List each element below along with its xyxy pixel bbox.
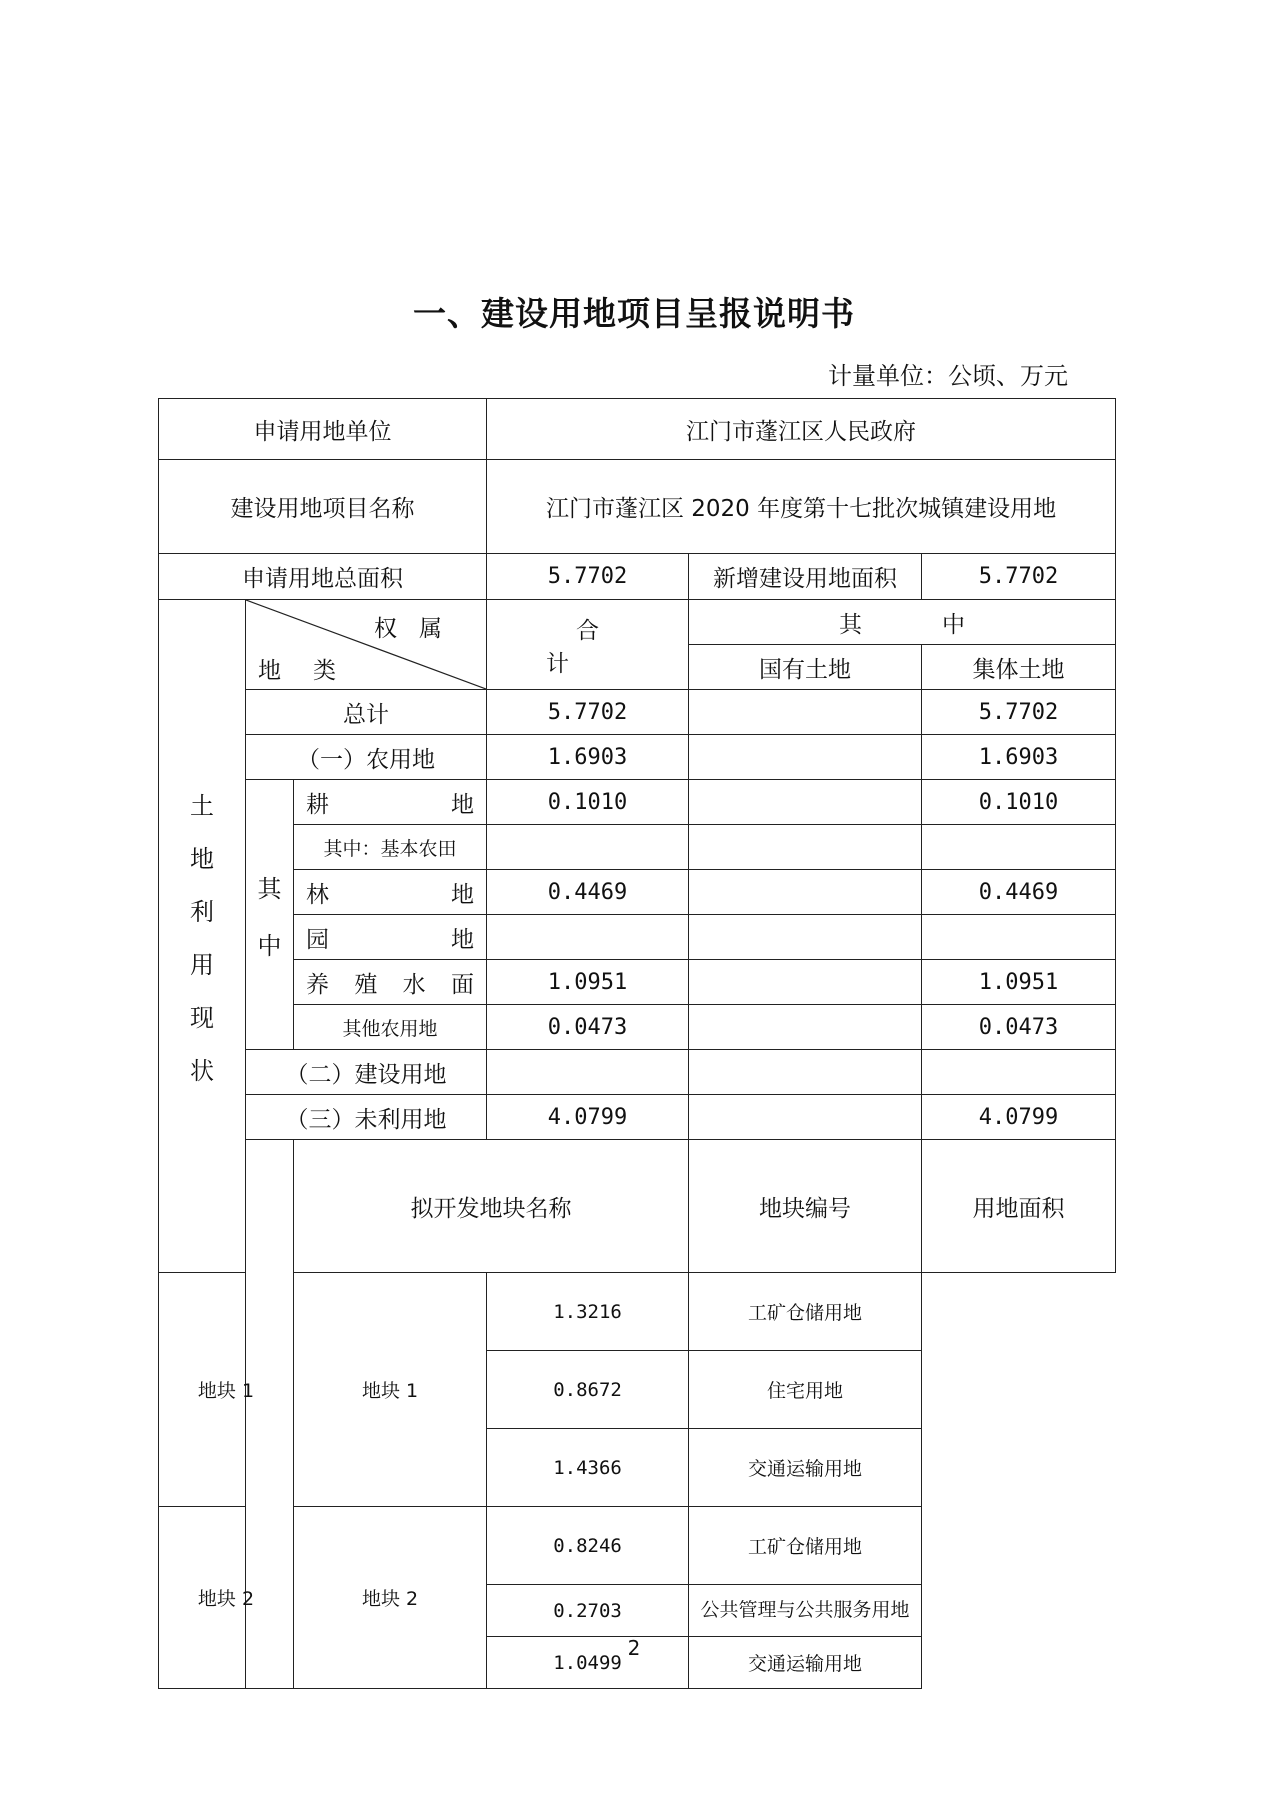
state-land-header: 国有土地	[689, 645, 922, 690]
plot-name-header: 拟开发地块名称	[294, 1140, 689, 1273]
row-arable	[159, 780, 1116, 825]
landuse-side-char: 用	[190, 951, 214, 979]
label: 耕 地	[294, 780, 487, 825]
total-col-header: 合计	[487, 600, 689, 690]
row-basic-farmland	[159, 825, 1116, 870]
plot-1-part-1	[159, 1273, 1116, 1351]
plot-1-code: 地块 1	[294, 1273, 487, 1507]
page-number: 2	[627, 1636, 641, 1660]
category-label: 地类	[258, 658, 368, 684]
plot-area-header: 用地面积	[922, 1140, 1116, 1273]
plot-area: 1.3216	[487, 1273, 689, 1351]
value-collective: 5.7702	[922, 690, 1116, 735]
value-total: 5.7702	[487, 690, 689, 735]
value-collective: 0.1010	[922, 780, 1116, 825]
aquaculture-label-char: 水	[402, 971, 426, 998]
value-total	[487, 915, 689, 960]
label: （二）建设用地	[246, 1050, 487, 1095]
value-collective	[922, 1050, 1116, 1095]
value-state	[689, 825, 922, 870]
plot-use: 工矿仓储用地	[689, 1273, 922, 1351]
value-state	[689, 1005, 922, 1050]
aquaculture-label-char: 面	[450, 971, 474, 998]
value-total: 4.0799	[487, 1095, 689, 1140]
label: 其他农用地	[294, 1005, 487, 1050]
value-state	[689, 1095, 922, 1140]
landuse-side-char: 状	[190, 1057, 214, 1085]
value-collective: 0.4469	[922, 870, 1116, 915]
value-state	[689, 735, 922, 780]
value-total	[487, 1050, 689, 1095]
applicant-label: 申请用地单位	[159, 399, 487, 460]
value-collective: 4.0799	[922, 1095, 1116, 1140]
landuse-side-char: 地	[190, 845, 214, 873]
row-aquaculture	[159, 960, 1116, 1005]
value-total: 0.1010	[487, 780, 689, 825]
document-title: 一、建设用地项目呈报说明书	[413, 294, 855, 333]
area-row	[159, 554, 1116, 600]
value-collective	[922, 825, 1116, 870]
landuse-side-char: 现	[190, 1004, 214, 1032]
plot-area: 0.8672	[487, 1351, 689, 1429]
row-unused	[159, 1095, 1116, 1140]
plot-code-header: 地块编号	[689, 1140, 922, 1273]
ownership-label: 权属	[374, 616, 465, 642]
plot-use: 交通运输用地	[689, 1637, 922, 1689]
row-forest	[159, 870, 1116, 915]
applicant-row	[159, 399, 1116, 460]
project-table	[158, 398, 1116, 1689]
value-total: 0.4469	[487, 870, 689, 915]
plot-area: 0.8246	[487, 1507, 689, 1585]
value-total: 0.0473	[487, 1005, 689, 1050]
project-row	[159, 460, 1116, 554]
plot-use: 住宅用地	[689, 1351, 922, 1429]
new-area-label: 新增建设用地面积	[689, 554, 922, 600]
qizhong-label	[246, 780, 294, 1050]
total-area-label: 申请用地总面积	[159, 554, 487, 600]
among-col-header: 其中	[689, 600, 1116, 645]
landuse-side-char: 利	[190, 898, 214, 926]
row-other-agri	[159, 1005, 1116, 1050]
aquaculture-label-char: 殖	[354, 971, 378, 998]
label: （三）未利用地	[246, 1095, 487, 1140]
value-state	[689, 915, 922, 960]
value-collective: 1.0951	[922, 960, 1116, 1005]
landuse-side-label	[159, 600, 246, 1273]
row-garden	[159, 915, 1116, 960]
value-state	[689, 1050, 922, 1095]
plot-2-code: 地块 2	[294, 1507, 487, 1689]
label: 总计	[246, 690, 487, 735]
unit-note: 计量单位：公顷、万元	[828, 362, 1068, 390]
label: 其中：基本农田	[294, 825, 487, 870]
row-construction	[159, 1050, 1116, 1095]
qizhong-char: 其	[257, 874, 282, 903]
label: 园 地	[294, 915, 487, 960]
plot-use: 公共管理与公共服务用地	[689, 1585, 922, 1637]
value-state	[689, 690, 922, 735]
project-label: 建设用地项目名称	[159, 460, 487, 554]
landuse-side-char: 土	[190, 792, 214, 820]
label: 林 地	[294, 870, 487, 915]
row-total	[159, 690, 1116, 735]
total-area-value: 5.7702	[487, 554, 689, 600]
plot-2-name: 地块 2	[159, 1507, 294, 1689]
row-agri	[159, 735, 1116, 780]
plot-use: 工矿仓储用地	[689, 1507, 922, 1585]
applicant-value: 江门市蓬江区人民政府	[487, 399, 1116, 460]
label	[294, 960, 487, 1005]
value-collective	[922, 915, 1116, 960]
value-total: 1.6903	[487, 735, 689, 780]
plot-1-name: 地块 1	[159, 1273, 294, 1507]
new-area-value: 5.7702	[922, 554, 1116, 600]
aquaculture-label-char: 养	[306, 971, 329, 998]
value-collective: 0.0473	[922, 1005, 1116, 1050]
plot-area: 0.2703	[487, 1585, 689, 1637]
plot-area: 1.4366	[487, 1429, 689, 1507]
value-state	[689, 960, 922, 1005]
value-state	[689, 870, 922, 915]
label: （一）农用地	[246, 735, 487, 780]
value-total: 1.0951	[487, 960, 689, 1005]
project-value: 江门市蓬江区 2020 年度第十七批次城镇建设用地	[487, 460, 1116, 554]
plot-use: 交通运输用地	[689, 1429, 922, 1507]
value-collective: 1.6903	[922, 735, 1116, 780]
landuse-header-row-1	[159, 600, 1116, 645]
ownership-category-header	[246, 600, 487, 690]
qizhong-char: 中	[257, 931, 282, 960]
value-total	[487, 825, 689, 870]
value-state	[689, 780, 922, 825]
plots-header-row	[159, 1140, 1116, 1273]
plot-2-part-1	[159, 1507, 1116, 1585]
plot-area: 1.0499	[487, 1637, 689, 1689]
collective-land-header: 集体土地	[922, 645, 1116, 690]
